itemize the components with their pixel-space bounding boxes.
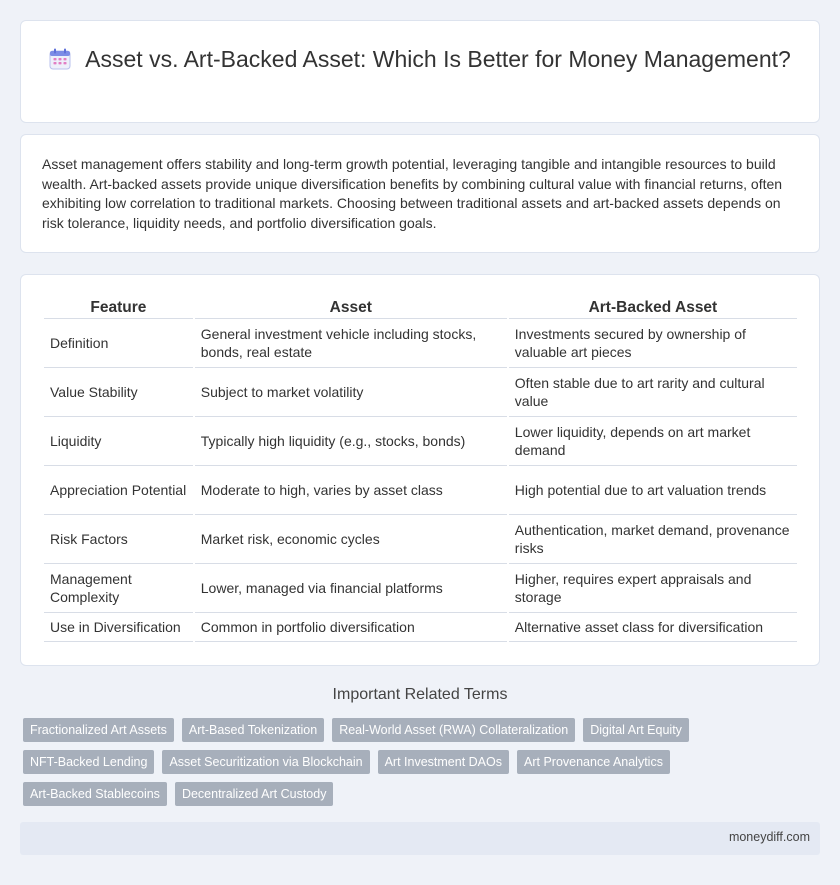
asset-cell: Common in portfolio diversification — [195, 613, 507, 642]
table-header-row — [44, 295, 797, 319]
table-row — [44, 368, 797, 417]
asset-cell: Lower, managed via financial platforms — [195, 564, 507, 613]
asset-cell: Typically high liquidity (e.g., stocks, bonds) — [195, 417, 507, 466]
related-term-tag[interactable]: Art-Backed Stablecoins — [23, 782, 167, 806]
art-backed-cell: High potential due to art valuation trends — [509, 466, 797, 515]
related-terms-heading: Important Related Terms — [332, 686, 508, 703]
asset-cell: General investment vehicle including stocks, bonds, real estate — [195, 319, 507, 368]
table-row — [44, 515, 797, 564]
asset-cell: Subject to market volatility — [195, 368, 507, 417]
page-title: Asset vs. Art-Backed Asset: Which Is Better for Money Management? — [85, 46, 791, 72]
intro-text: Asset management offers stability and long-term growth potential, leveraging tangible and intangible resources to build wealth. Art-backed assets provide unique diversification benefits by combining cultural value with financial returns, often exhibiting low correlation to traditional markets. Choosing between traditional assets and art-backed assets depends on risk tolerance, liquidity needs, and portfolio diversification goals. — [42, 156, 783, 231]
feature-cell: Appreciation Potential — [44, 466, 193, 515]
feature-cell: Value Stability — [44, 368, 193, 417]
related-term-tag[interactable]: Art Provenance Analytics — [517, 750, 670, 774]
related-term-tag[interactable]: Asset Securitization via Blockchain — [162, 750, 369, 774]
related-term-tag[interactable]: Decentralized Art Custody — [175, 782, 334, 806]
header-art-backed-asset: Art-Backed Asset — [509, 295, 797, 319]
art-backed-cell: Higher, requires expert appraisals and storage — [509, 564, 797, 613]
feature-cell: Management Complexity — [44, 564, 193, 613]
comparison-table — [42, 295, 799, 642]
art-backed-cell: Alternative asset class for diversification — [509, 613, 797, 642]
footer — [20, 822, 820, 855]
table-row — [44, 564, 797, 613]
related-term-tag[interactable]: Real-World Asset (RWA) Collateralization — [332, 718, 575, 742]
footer-site-link[interactable]: moneydiff.com — [728, 830, 810, 844]
art-backed-cell: Authentication, market demand, provenance risks — [509, 515, 797, 564]
related-term-tag[interactable]: Digital Art Equity — [583, 718, 689, 742]
asset-cell: Moderate to high, varies by asset class — [195, 466, 507, 515]
header-asset: Asset — [195, 295, 507, 319]
related-term-tag[interactable]: Art Investment DAOs — [378, 750, 509, 774]
feature-cell: Definition — [44, 319, 193, 368]
related-term-tag[interactable]: NFT-Backed Lending — [23, 750, 154, 774]
calendar-icon — [49, 48, 71, 70]
feature-cell: Use in Diversification — [44, 613, 193, 642]
table-row — [44, 613, 797, 642]
related-term-tag[interactable]: Art-Based Tokenization — [182, 718, 324, 742]
art-backed-cell: Lower liquidity, depends on art market demand — [509, 417, 797, 466]
related-term-tag[interactable]: Fractionalized Art Assets — [23, 718, 174, 742]
related-terms-list — [23, 718, 813, 806]
table-row — [44, 319, 797, 368]
asset-cell: Market risk, economic cycles — [195, 515, 507, 564]
comparison-card — [20, 274, 820, 666]
table-row — [44, 466, 797, 515]
title-card — [20, 20, 820, 123]
header-feature: Feature — [44, 295, 193, 319]
art-backed-cell: Investments secured by ownership of valuable art pieces — [509, 319, 797, 368]
feature-cell: Risk Factors — [44, 515, 193, 564]
art-backed-cell: Often stable due to art rarity and cultural value — [509, 368, 797, 417]
intro-card — [20, 134, 820, 253]
feature-cell: Liquidity — [44, 417, 193, 466]
table-row — [44, 417, 797, 466]
